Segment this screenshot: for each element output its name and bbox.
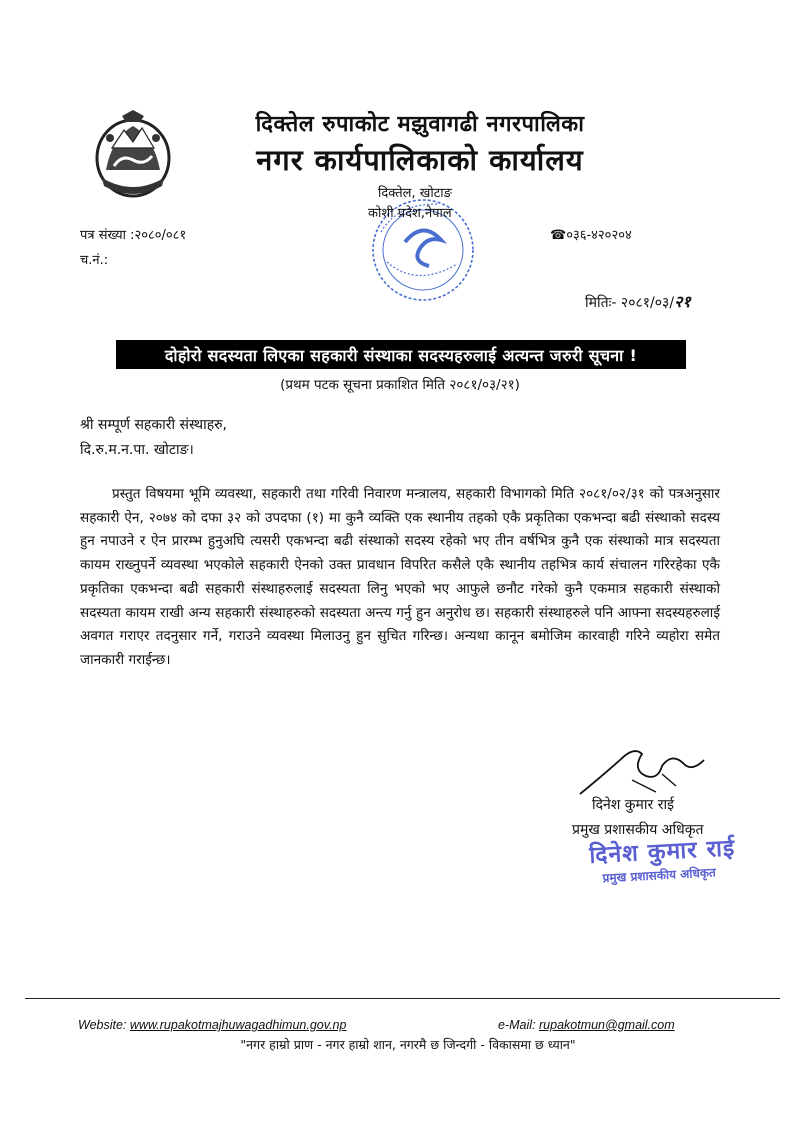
footer-divider (25, 998, 780, 999)
website-label: Website: (78, 1018, 127, 1032)
notice-title-banner (116, 340, 686, 369)
footer-website (78, 1018, 346, 1032)
footer-email (498, 1018, 675, 1032)
signature-scribble-icon (572, 740, 712, 800)
notice-title: दोहोरो सदस्यता लिएका सहकारी संस्थाका सदस्यहरुलाई अत्यन्त जरुरी सूचना ! (164, 345, 638, 365)
letter-number: पत्र संख्या :२०८०/०८१ (80, 228, 187, 243)
phone-number: ☎०३६-४२०२०४ (550, 228, 632, 243)
notice-subtitle: (प्रथम पटक सूचना प्रकाशित मिति २०८१/०३/२१) (280, 377, 520, 393)
date-line (585, 290, 691, 312)
signature-stamp (589, 834, 742, 898)
recipient-line-2: दि.रु.म.न.पा. खोटाङ। (80, 442, 194, 458)
email-label: e-Mail: (498, 1018, 536, 1032)
notice-body: प्रस्तुत विषयमा भूमि व्यवस्था, सहकारी तथा गरिवी निवारण मन्त्रालय, सहकारी विभागको मिति २०८१/०२/३१ को पत्रअनुसार सहकारी ऐन, २०७४ को दफा ३२ को उपदफा (१) मा कुनै व्यक्ति एक स्थानीय तहको एकै प्रकृतिका एकभन्दा बढी संस्थाको सदस्य हुन नपाउने र ऐन प्रारम्भ हुनुअघि त्यसरी एकभन्दा बढी संस्थाको सदस्य रहेको भए तीन वर्षभित्र कुनै एक संस्थाको मात्र सदस्यता कायम राख्नुपर्ने व्यवस्था भएकोले सहकारी ऐनको उक्त प्रावधान विपरित कसैले एकै स्थानीय तहभित्र कार्य संचालन गरिरहेका एकै प्रकृतिका एकभन्दा बढी सहकारी संस्थाहरुलाई सदस्यता लिनु भएको भए आफुले छनौट गरेको कुनै एकमात्र सहकारी संस्थाको सदस्यता कायम राखी अन्य सहकारी संस्थाहरुको सदस्यता अन्त्य गर्नु हुन अनुरोध छ। सहकारी संस्थाहरुले पनि आफ्ना सदस्यहरुलाई अवगत गराएर तदनुसार गर्ने, गराउने व्यवस्था मिलाउनु हुन सुचित गरिन्छ। अन्यथा कानून बमोजिम कारवाही गरिने व्यहोरा समेत जानकारी गराईन्छ। (80, 486, 720, 668)
footer-motto: "नगर हाम्रो प्राण - नगर हाम्रो शान, नगरमै छ जिन्दगी - विकासमा छ ध्यान" (240, 1037, 576, 1052)
address-line-2: कोशी प्रदेश,नेपाल (368, 206, 452, 221)
municipality-name: दिक्तेल रुपाकोट मझुवागढी नगरपालिका (255, 112, 585, 137)
address-line-1: दिक्तेल, खोटाङ (378, 186, 452, 201)
recipient-line-1: श्री सम्पूर्ण सहकारी संस्थाहरु, (80, 417, 227, 433)
date-label: मितिः- २०८१/०३/ (585, 295, 675, 311)
dispatch-number: च.नं.: (80, 253, 109, 268)
signature-stamp-name: दिनेश कुमार राई (588, 835, 736, 869)
signature-stamp-title: प्रमुख प्रशासकीय अधिकृत (602, 865, 717, 886)
date-day-handwritten: २१ (674, 292, 691, 311)
email-link[interactable]: rupakotmun@gmail.com (539, 1018, 675, 1032)
signatory-name: दिनेश कुमार राई (592, 797, 674, 813)
website-link[interactable]: www.rupakotmajhuwagadhimun.gov.np (129, 1018, 347, 1032)
office-name: नगर कार्यपालिकाको कार्यालय (256, 143, 584, 177)
signatory-title: प्रमुख प्रशासकीय अधिकृत (572, 822, 704, 838)
